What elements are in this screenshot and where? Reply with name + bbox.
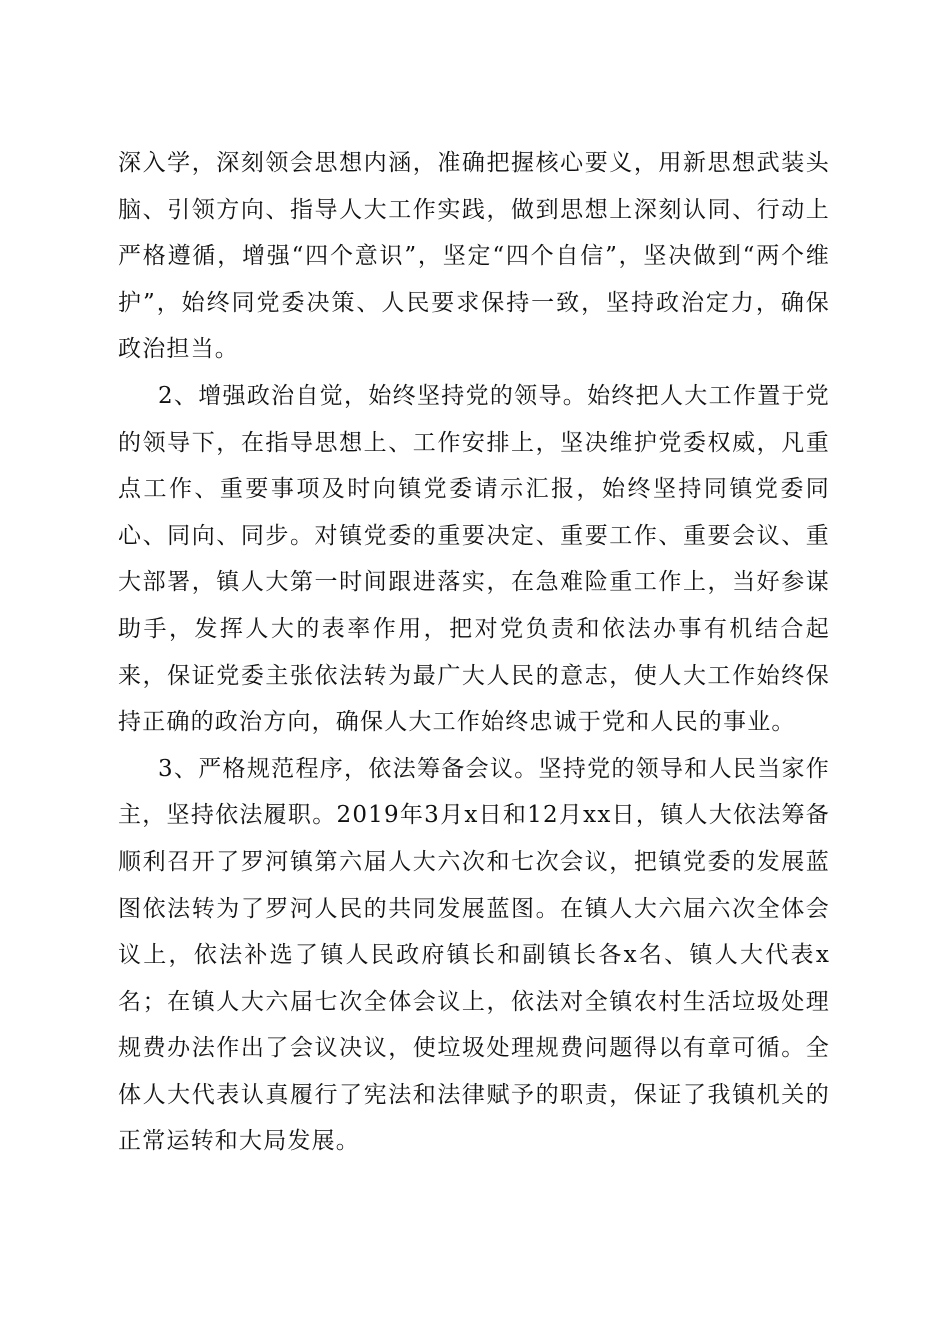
paragraph-continuation: 深入学，深刻领会思想内涵，准确把握核心要义，用新思想武装头脑、引领方向、指导人大工作实践，做到思想上深刻认同、行动上严格遵循，增强“四个意识”，坚定“四个自信”，坚决做到“两个维护”，始终同党委决策、人民要求保持一致，坚持政治定力，确保政治担当。: [118, 150, 830, 363]
paragraph-item-3: 3、严格规范程序，依法筹备会议。坚持党的领导和人民当家作主，坚持依法履职。2019年3月x日和12月xx日，镇人大依法筹备顺利召开了罗河镇第六届人大六次和七次会议，把镇党委的发展蓝图依法转为了罗河人民的共同发展蓝图。在镇人大六届六次全体会议上，依法补选了镇人民政府镇长和副镇长各x名、镇人大代表x名；在镇人大六届七次全体会议上，依法对全镇农村生活垃圾处理规费办法作出了会议决议，使垃圾处理规费问题得以有章可循。全体人大代表认真履行了宪法和法律赋予的职责，保证了我镇机关的正常运转和大局发展。: [118, 755, 830, 1155]
paragraph-item-2: 2、增强政治自觉，始终坚持党的领导。始终把人大工作置于党的领导下，在指导思想上、工作安排上，坚决维护党委权威，凡重点工作、重要事项及时向镇党委请示汇报，始终坚持同镇党委同心、同向、同步。对镇党委的重要决定、重要工作、重要会议、重大部署，镇人大第一时间跟进落实，在急难险重工作上，当好参谋助手，发挥人大的表率作用，把对党负责和依法办事有机结合起来，保证党委主张依法转为最广大人民的意志，使人大工作始终保持正确的政治方向，确保人大工作始终忠诚于党和人民的事业。: [118, 382, 830, 736]
document-body: [118, 140, 830, 1165]
